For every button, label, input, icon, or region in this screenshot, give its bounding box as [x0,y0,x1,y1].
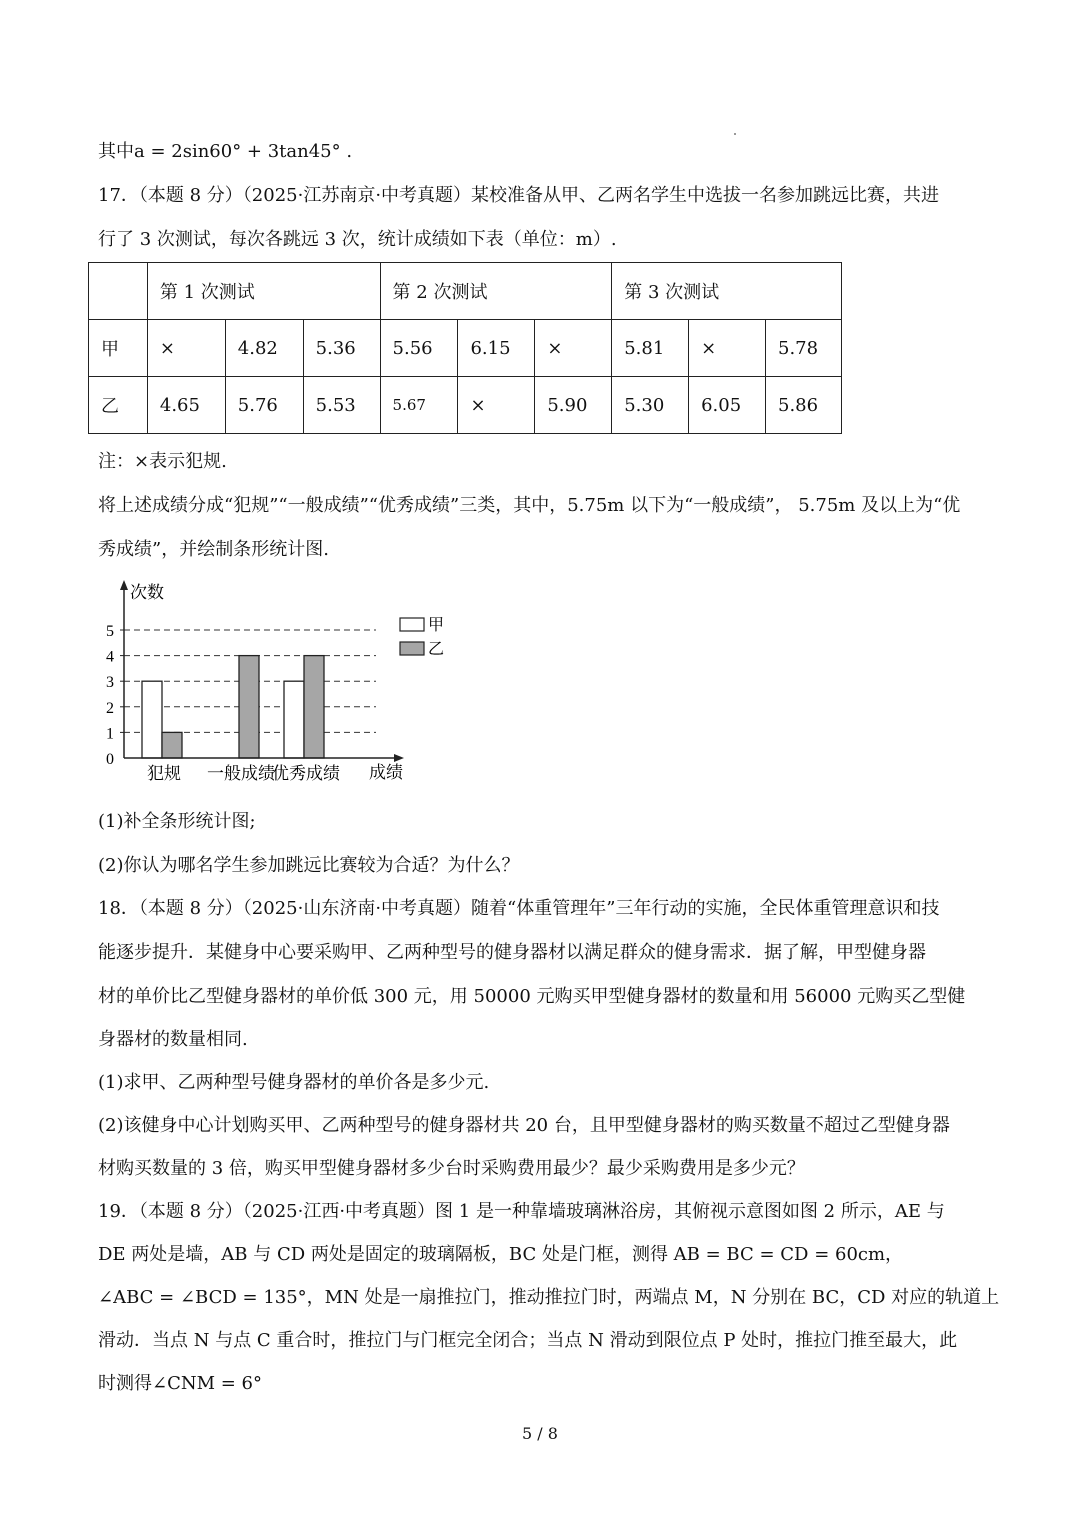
scan-speck [734,133,736,135]
legend-swatch [400,618,424,631]
q18-text-line-1: 18．（本题 8 分）（2025·山东济南·中考真题）随着“体重管理年”三年行动的实施，全民体重管理意识和技 [98,898,940,919]
q17-text-line-1: 17．（本题 8 分）（2025·江苏南京·中考真题）某校准备从甲、乙两名学生中选拔一名参加跳远比赛，共进 [98,185,940,206]
score-cell: 6.15 [458,320,535,377]
legend-swatch [400,642,424,655]
table-header-row [89,263,842,320]
page-number: 5 / 8 [522,1424,558,1443]
table-header-test-2: 第 2 次测试 [380,263,612,320]
bar-乙-犯规 [162,732,182,758]
score-cell: × [535,320,612,377]
q17-text-line-2: 行了 3 次测试，每次各跳远 3 次，统计成绩如下表（单位：m）. [98,229,617,250]
bar-chart [98,578,445,790]
score-cell: 5.67 [380,377,458,434]
score-cell: × [147,320,225,377]
q18-sub-question-2-line-1: (2)该健身中心计划购买甲、乙两种型号的健身器材共 20 台，且甲型健身器材的购买数量不超过乙型健身器 [98,1115,950,1136]
score-cell: 5.76 [225,377,303,434]
score-cell: 5.90 [535,377,612,434]
x-axis-arrow-icon [394,754,404,762]
score-cell: 5.56 [380,320,458,377]
score-cell: 5.53 [303,377,380,434]
score-cell: 5.81 [612,320,689,377]
intro-formula-line: 其中a = 2sin60° + 3tan45° . [98,141,353,162]
q18-sub-question-2-line-2: 材购买数量的 3 倍，购买甲型健身器材多少台时采购费用最少？最少采购费用是多少元？ [98,1158,805,1179]
table-header-test-3: 第 3 次测试 [612,263,842,320]
x-axis-label: 成绩 [369,763,403,782]
score-cell: 5.30 [612,377,689,434]
q17-note: 注：×表示犯规. [98,451,227,472]
bar-甲-犯规 [142,681,162,758]
q19-text-line-4: 滑动．当点 N 与点 C 重合时，推拉门与门框完全闭合；当点 N 滑动到限位点 P 处时，推拉门推至最大，此 [98,1330,958,1351]
q18-sub-question-1: (1)求甲、乙两种型号健身器材的单价各是多少元. [98,1072,490,1093]
table-row-yi [89,377,842,434]
y-tick-label: 3 [106,674,114,692]
q18-text-line-3: 材的单价比乙型健身器材的单价低 300 元，用 50000 元购买甲型健身器材的数量和用 56000 元购买乙型健 [98,986,966,1007]
y-tick-label: 1 [106,725,114,743]
score-cell: 5.36 [303,320,380,377]
q18-text-line-4: 身器材的数量相同. [98,1029,248,1050]
y-tick-label: 5 [106,623,114,640]
score-cell: 5.86 [766,377,842,434]
q19-text-line-2: DE 两处是墙，AB 与 CD 两处是固定的玻璃隔板，BC 处是门框，测得 AB = BC = CD = 60cm， [98,1244,904,1265]
y-tick-label: 0 [106,751,114,768]
row-name-cell: 甲 [89,320,148,377]
table-header-test-1: 第 1 次测试 [147,263,380,320]
q18-text-line-2: 能逐步提升．某健身中心要采购甲、乙两种型号的健身器材以满足群众的健身需求．据了解，甲型健身器 [98,942,926,963]
x-tick-label: 优秀成绩 [272,764,340,783]
y-axis-arrow-icon [120,580,128,590]
q17-sub-question-1: (1)补全条形统计图; [98,811,256,832]
score-cell: 6.05 [689,377,766,434]
table-corner-cell [89,263,148,320]
x-tick-label: 犯规 [147,764,181,783]
score-table [88,262,842,434]
row-name-cell: 乙 [89,377,148,434]
q19-text-line-1: 19．（本题 8 分）（2025·江西·中考真题）图 1 是一种靠墙玻璃淋浴房，其俯视示意图如图 2 所示，AE 与 [98,1201,945,1222]
y-axis-label: 次数 [130,583,164,602]
x-tick-label: 一般成绩 [207,764,275,783]
q19-text-line-5: 时测得∠CNM = 6° [98,1373,263,1394]
score-cell: × [689,320,766,377]
y-tick-label: 2 [106,699,114,717]
bar-乙-一般成绩 [239,656,259,758]
score-cell: 5.78 [766,320,842,377]
score-cell: 4.65 [147,377,225,434]
legend-label: 乙 [428,641,445,658]
table-row-jia [89,320,842,377]
bar-甲-优秀成绩 [284,681,304,758]
bar-乙-优秀成绩 [304,656,324,758]
score-cell: 4.82 [225,320,303,377]
y-tick-label: 4 [106,648,114,666]
q17-sub-question-2: (2)你认为哪名学生参加跳远比赛较为合适？为什么？ [98,855,520,876]
legend-label: 甲 [428,617,445,634]
q19-text-line-3: ∠ABC = ∠BCD = 135°，MN 处是一扇推拉门，推动推拉门时，两端点 M，N 分别在 BC，CD 对应的轨道上 [98,1287,1000,1308]
q17-text-line-4: 秀成绩”，并绘制条形统计图. [98,539,329,560]
q17-text-line-3: 将上述成绩分成“犯规”“一般成绩”“优秀成绩”三类，其中，5.75m 以下为“一般成绩”， 5.75m 及以上为“优 [98,495,961,516]
score-cell: × [458,377,535,434]
chart-legend [400,616,444,658]
